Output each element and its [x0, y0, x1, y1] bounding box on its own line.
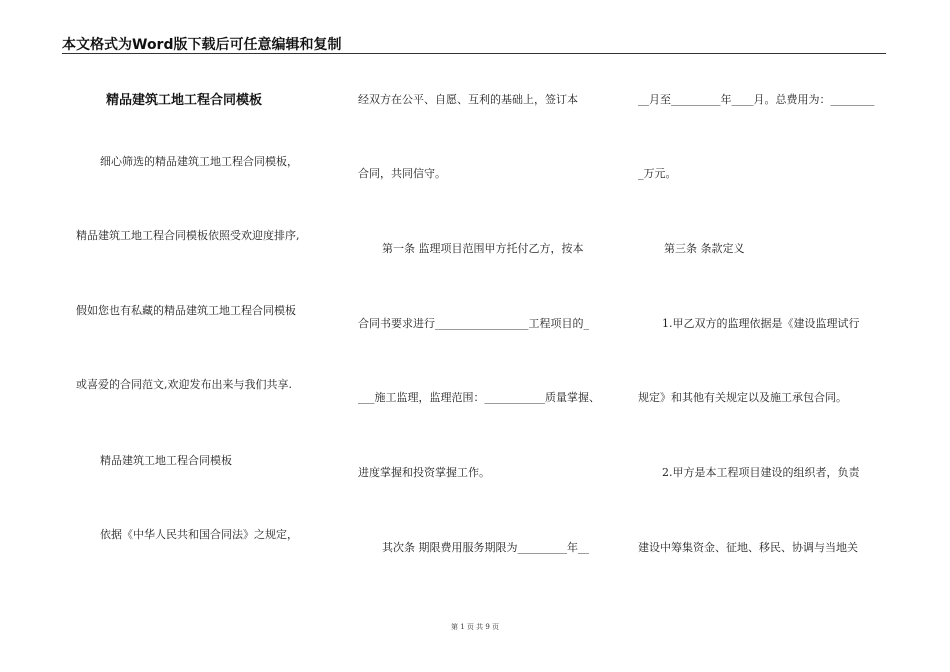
document-header: 本文格式为Word版下载后可任意编辑和复制 [62, 37, 342, 53]
body-line: __月至_________年____月。总费用为：________ [638, 93, 875, 106]
body-line: 合同书要求进行_________________工程项目的_ [358, 317, 589, 330]
body-line: 细心筛选的精品建筑工地工程合同模板， [100, 155, 298, 168]
clause-heading: 第三条 条款定义 [664, 242, 745, 255]
body-line: 1.甲乙双方的监理依据是《建设监理试行 [662, 317, 860, 330]
body-line: 精品建筑工地工程合同模板依照受欢迎度排序, [76, 229, 300, 242]
clause-heading: 第一条 监理项目范围甲方托付乙方，按本 [382, 242, 584, 255]
document-title: 精品建筑工地工程合同模板 [106, 93, 263, 108]
body-line: 依据《中华人民共和国合同法》之规定， [100, 528, 298, 541]
body-line: _万元。 [638, 167, 677, 180]
body-line: 假如您也有私藏的精品建筑工地工程合同模板 [76, 304, 296, 317]
body-line: 建设中筹集资金、征地、移民、协调与当地关 [638, 541, 858, 554]
body-line: 2.甲方是本工程项目建设的组织者，负责 [662, 466, 860, 479]
body-line: 经双方在公平、自愿、互利的基础上，签订本 [358, 93, 578, 106]
body-line: 合同，共同信守。 [358, 167, 446, 180]
section-heading: 精品建筑工地工程合同模板 [100, 454, 232, 467]
page-number: 第 1 页 共 9 页 [450, 623, 500, 631]
body-line: 或喜爱的合同范文,欢迎发布出来与我们共享. [76, 378, 292, 391]
clause-heading: 其次条 期限费用服务期限为_________年__ [382, 541, 589, 554]
body-line: ___施工监理，监理范围：___________质量掌握、 [358, 391, 600, 404]
body-line: 进度掌握和投资掌握工作。 [358, 466, 490, 479]
header-divider [62, 53, 886, 54]
body-line: 规定》和其他有关规定以及施工承包合同。 [638, 391, 847, 404]
